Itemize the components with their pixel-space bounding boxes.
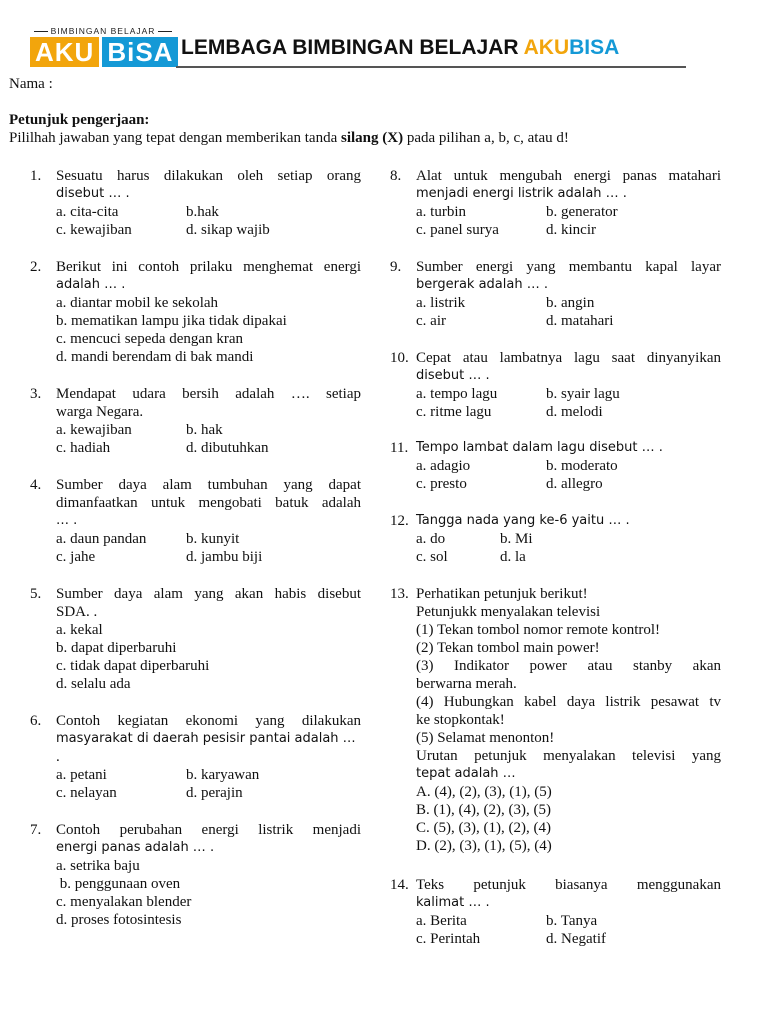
option-d[interactable]: d. la xyxy=(500,549,526,565)
option-a[interactable]: a. setrika baju xyxy=(56,858,140,874)
option-d[interactable]: d. dibutuhkan xyxy=(186,440,269,456)
question-number: 8. xyxy=(390,168,402,184)
question-number: 14. xyxy=(390,877,409,893)
option-a[interactable]: a. daun pandan xyxy=(56,531,147,547)
option-c[interactable]: c. hadiah xyxy=(56,440,111,456)
option-a[interactable]: a. petani xyxy=(56,767,107,783)
option-d[interactable]: d. jambu biji xyxy=(186,549,263,565)
question-stem: Mendapat udara bersih adalah …. setiap xyxy=(56,386,361,402)
option-a[interactable]: a. kekal xyxy=(56,622,103,638)
question-stem: SDA. . xyxy=(56,604,98,620)
option-a[interactable]: a. tempo lagu xyxy=(416,386,498,402)
question-12 xyxy=(390,512,721,566)
question-11 xyxy=(390,439,721,493)
option-a[interactable]: a. cita-cita xyxy=(56,204,119,220)
title-accent-aku: AKU xyxy=(523,36,570,59)
option-a[interactable]: a. kewajiban xyxy=(56,422,132,438)
question-stem: adalah … . xyxy=(56,277,126,292)
question-stem: Sumber daya alam yang akan habis disebut xyxy=(56,586,361,602)
option-a[interactable]: a. diantar mobil ke sekolah xyxy=(56,295,219,311)
option-a[interactable]: a. Berita xyxy=(416,913,467,929)
question-stem: dimanfaatkan untuk mengobati batuk adalah xyxy=(56,495,361,511)
question-stem: Berikut ini contoh prilaku menghemat energi xyxy=(56,259,361,275)
question-7 xyxy=(30,821,361,929)
question-5 xyxy=(30,585,361,693)
instruction-line: Petunjukk menyalakan televisi xyxy=(416,604,601,620)
question-3 xyxy=(30,385,361,457)
option-c[interactable]: c. presto xyxy=(416,476,467,492)
instructions-text-bold: silang (X) xyxy=(340,130,404,146)
question-stem: Contoh perubahan energi listrik menjadi xyxy=(56,822,361,838)
option-c[interactable]: c. sol xyxy=(416,549,448,565)
logo-bisa: BiSA xyxy=(102,37,178,67)
option-d[interactable]: D. (2), (3), (1), (5), (4) xyxy=(416,838,552,854)
question-stem: tepat adalah … xyxy=(416,766,516,781)
question-number: 6. xyxy=(30,713,42,729)
option-c[interactable]: c. panel surya xyxy=(416,222,499,238)
option-b[interactable]: b. moderato xyxy=(546,458,618,474)
question-stem: Sumber daya alam tumbuhan yang dapat xyxy=(56,477,361,493)
option-c[interactable]: c. tidak dapat diperbaruhi xyxy=(56,658,210,674)
question-stem: Urutan petunjuk menyalakan televisi yang xyxy=(416,748,721,764)
option-c[interactable]: c. kewajiban xyxy=(56,222,132,238)
instructions-text-after: pada pilihan a, b, c, atau d! xyxy=(403,130,569,146)
question-number: 9. xyxy=(390,259,402,275)
question-14 xyxy=(390,876,721,948)
question-stem: . xyxy=(56,749,60,765)
question-stem: energi panas adalah … . xyxy=(56,840,215,855)
option-a[interactable]: A. (4), (2), (3), (1), (5) xyxy=(416,784,552,800)
question-stem: Alat untuk mengubah energi panas matahari xyxy=(416,168,721,184)
question-1 xyxy=(30,167,361,239)
option-d[interactable]: d. proses fotosintesis xyxy=(56,912,182,928)
option-d[interactable]: d. melodi xyxy=(546,404,603,420)
option-b[interactable]: b. Mi xyxy=(500,531,533,547)
question-4 xyxy=(30,476,361,566)
question-stem: menjadi energi listrik adalah … . xyxy=(416,186,627,201)
question-2 xyxy=(30,258,361,366)
question-6 xyxy=(30,712,361,802)
nama-label: Nama : xyxy=(9,76,53,92)
question-number: 11. xyxy=(390,440,409,456)
question-stem: disebut … . xyxy=(56,186,130,201)
option-b[interactable]: b. Tanya xyxy=(546,913,598,929)
question-stem: kalimat … . xyxy=(416,895,490,910)
question-stem: Sesuatu harus dilakukan oleh setiap orang xyxy=(56,168,361,184)
question-number: 3. xyxy=(30,386,42,402)
title-main: LEMBAGA BIMBINGAN BELAJAR xyxy=(181,36,524,59)
question-9 xyxy=(390,258,721,330)
header-divider xyxy=(176,66,686,68)
question-stem: Tangga nada yang ke-6 yaitu … . xyxy=(416,513,630,528)
option-c[interactable]: c. air xyxy=(416,313,446,329)
option-a[interactable]: a. adagio xyxy=(416,458,471,474)
question-number: 12. xyxy=(390,513,409,529)
instruction-line: (3) Indikator power atau stanby akan xyxy=(416,658,721,674)
option-d[interactable]: d. sikap wajib xyxy=(186,222,270,238)
question-number: 5. xyxy=(30,586,42,602)
option-a[interactable]: a. listrik xyxy=(416,295,466,311)
option-c[interactable]: c. mencuci sepeda dengan kran xyxy=(56,331,243,347)
question-stem: Sumber energi yang membantu kapal layar xyxy=(416,259,721,275)
option-d[interactable]: d. kincir xyxy=(546,222,596,238)
option-c[interactable]: c. nelayan xyxy=(56,785,117,801)
option-d[interactable]: d. perajin xyxy=(186,785,243,801)
option-c[interactable]: c. jahe xyxy=(56,549,96,565)
logo xyxy=(30,37,178,67)
question-8 xyxy=(390,167,721,239)
option-b[interactable]: b. generator xyxy=(546,204,618,220)
option-d[interactable]: d. selalu ada xyxy=(56,676,131,692)
question-stem: bergerak adalah … . xyxy=(416,277,548,292)
question-number: 13. xyxy=(390,586,409,602)
instructions-text xyxy=(9,130,569,147)
question-number: 4. xyxy=(30,477,42,493)
question-10 xyxy=(390,349,721,421)
option-b[interactable]: b. dapat diperbaruhi xyxy=(56,640,177,656)
question-13 xyxy=(390,585,721,855)
question-number: 2. xyxy=(30,259,42,275)
question-number: 1. xyxy=(30,168,42,184)
option-b[interactable]: b. kunyit xyxy=(186,531,240,547)
instruction-line: (2) Tekan tombol main power! xyxy=(416,640,600,656)
logo-tagline: BIMBINGAN BELAJAR xyxy=(34,26,172,36)
question-stem: masyarakat di daerah pesisir pantai adalah … xyxy=(56,731,356,746)
instruction-line: (1) Tekan tombol nomor remote kontrol! xyxy=(416,622,661,638)
option-a[interactable]: a. do xyxy=(416,531,446,547)
page-title xyxy=(181,36,619,60)
question-stem: disebut … . xyxy=(416,368,490,383)
option-c[interactable]: C. (5), (3), (1), (2), (4) xyxy=(416,820,551,836)
question-number: 7. xyxy=(30,822,42,838)
option-a[interactable]: a. turbin xyxy=(416,204,466,220)
question-stem: warga Negara. xyxy=(56,404,144,420)
title-accent-bisa: BISA xyxy=(569,36,620,59)
instruction-line: berwarna merah. xyxy=(416,676,517,692)
option-c[interactable]: c. Perintah xyxy=(416,931,481,947)
instruction-line: ke stopkontak! xyxy=(416,712,505,728)
question-number: 10. xyxy=(390,350,409,366)
logo-aku: AKU xyxy=(30,37,99,67)
option-b[interactable]: b. angin xyxy=(546,295,595,311)
question-stem: Cepat atau lambatnya lagu saat dinyanyikan xyxy=(416,350,721,366)
option-b[interactable]: b. penggunaan oven xyxy=(56,876,181,892)
option-b[interactable]: b. syair lagu xyxy=(546,386,620,402)
instruction-line: (5) Selamat menonton! xyxy=(416,730,555,746)
option-b[interactable]: b.hak xyxy=(186,204,219,220)
option-d[interactable]: d. Negatif xyxy=(546,931,606,947)
instructions-text-before: Pililhah jawaban yang tepat dengan memberikan tanda xyxy=(9,130,341,146)
question-stem: Tempo lambat dalam lagu disebut … . xyxy=(416,440,663,455)
option-d[interactable]: d. mandi berendam di bak mandi xyxy=(56,349,254,365)
option-c[interactable]: c. menyalakan blender xyxy=(56,894,192,910)
option-d[interactable]: d. allegro xyxy=(546,476,603,492)
question-stem: … . xyxy=(56,513,78,528)
question-stem: Perhatikan petunjuk berikut! xyxy=(416,586,588,602)
option-b[interactable]: b. karyawan xyxy=(186,767,260,783)
option-b[interactable]: B. (1), (4), (2), (3), (5) xyxy=(416,802,551,818)
question-stem: Contoh kegiatan ekonomi yang dilakukan xyxy=(56,713,361,729)
option-d[interactable]: d. matahari xyxy=(546,313,614,329)
instruction-line: (4) Hubungkan kabel daya listrik pesawat tv xyxy=(416,694,721,710)
option-b[interactable]: b. hak xyxy=(186,422,223,438)
option-c[interactable]: c. ritme lagu xyxy=(416,404,492,420)
question-stem: Teks petunjuk biasanya menggunakan xyxy=(416,877,721,893)
instructions-heading: Petunjuk pengerjaan: xyxy=(9,112,150,128)
option-b[interactable]: b. mematikan lampu jika tidak dipakai xyxy=(56,313,287,329)
